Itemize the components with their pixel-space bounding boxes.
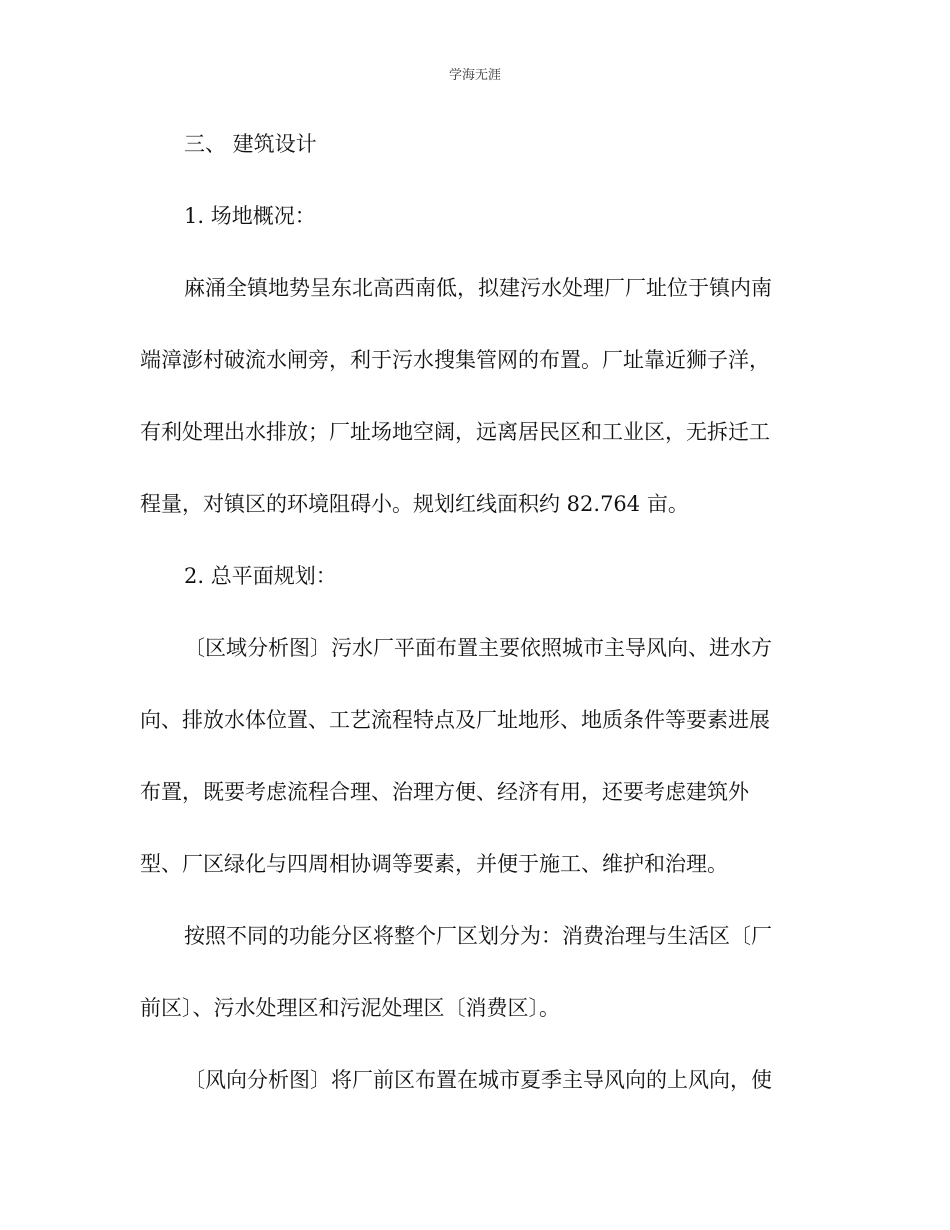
paragraph-line: 前区〕、污水处理区和污泥处理区〔消费区〕。 bbox=[140, 996, 560, 1020]
page-header: 学海无涯 bbox=[448, 68, 501, 83]
paragraph-line: 按照不同的功能分区将整个厂区划分为：消费治理与生活区〔厂 bbox=[184, 924, 772, 948]
paragraph-line: 端漳澎村破流水闸旁，利于污水搜集管网的布置。厂址靠近狮子洋， bbox=[140, 348, 770, 372]
paragraph-line: 向、排放水体位置、工艺流程特点及厂址地形、地质条件等要素进展 bbox=[140, 708, 770, 732]
paragraph-line: 麻涌全镇地势呈东北高西南低，拟建污水处理厂厂址位于镇内南 bbox=[184, 276, 772, 300]
paragraph-line: 程量，对镇区的环境阻碍小。规划红线面积约 82.764 亩。 bbox=[140, 492, 689, 516]
subsection-heading-site-overview: 1. 场地概况： bbox=[184, 204, 316, 228]
section-heading: 三、 建筑设计 bbox=[184, 132, 317, 156]
paragraph-line: 型、厂区绿化与四周相协调等要素，并便于施工、维护和治理。 bbox=[140, 852, 728, 876]
paragraph-line: 〔风向分析图〕将厂前区布置在城市夏季主导风向的上风向，使 bbox=[184, 1068, 772, 1092]
paragraph-line: 〔区域分析图〕污水厂平面布置主要依照城市主导风向、进水方 bbox=[184, 636, 772, 660]
paragraph-line: 布置，既要考虑流程合理、治理方便、经济有用，还要考虑建筑外 bbox=[140, 780, 749, 804]
paragraph-line: 有利处理出水排放；厂址场地空阔，远离居民区和工业区，无拆迁工 bbox=[140, 420, 770, 444]
subsection-heading-master-plan: 2. 总平面规划： bbox=[184, 564, 337, 588]
